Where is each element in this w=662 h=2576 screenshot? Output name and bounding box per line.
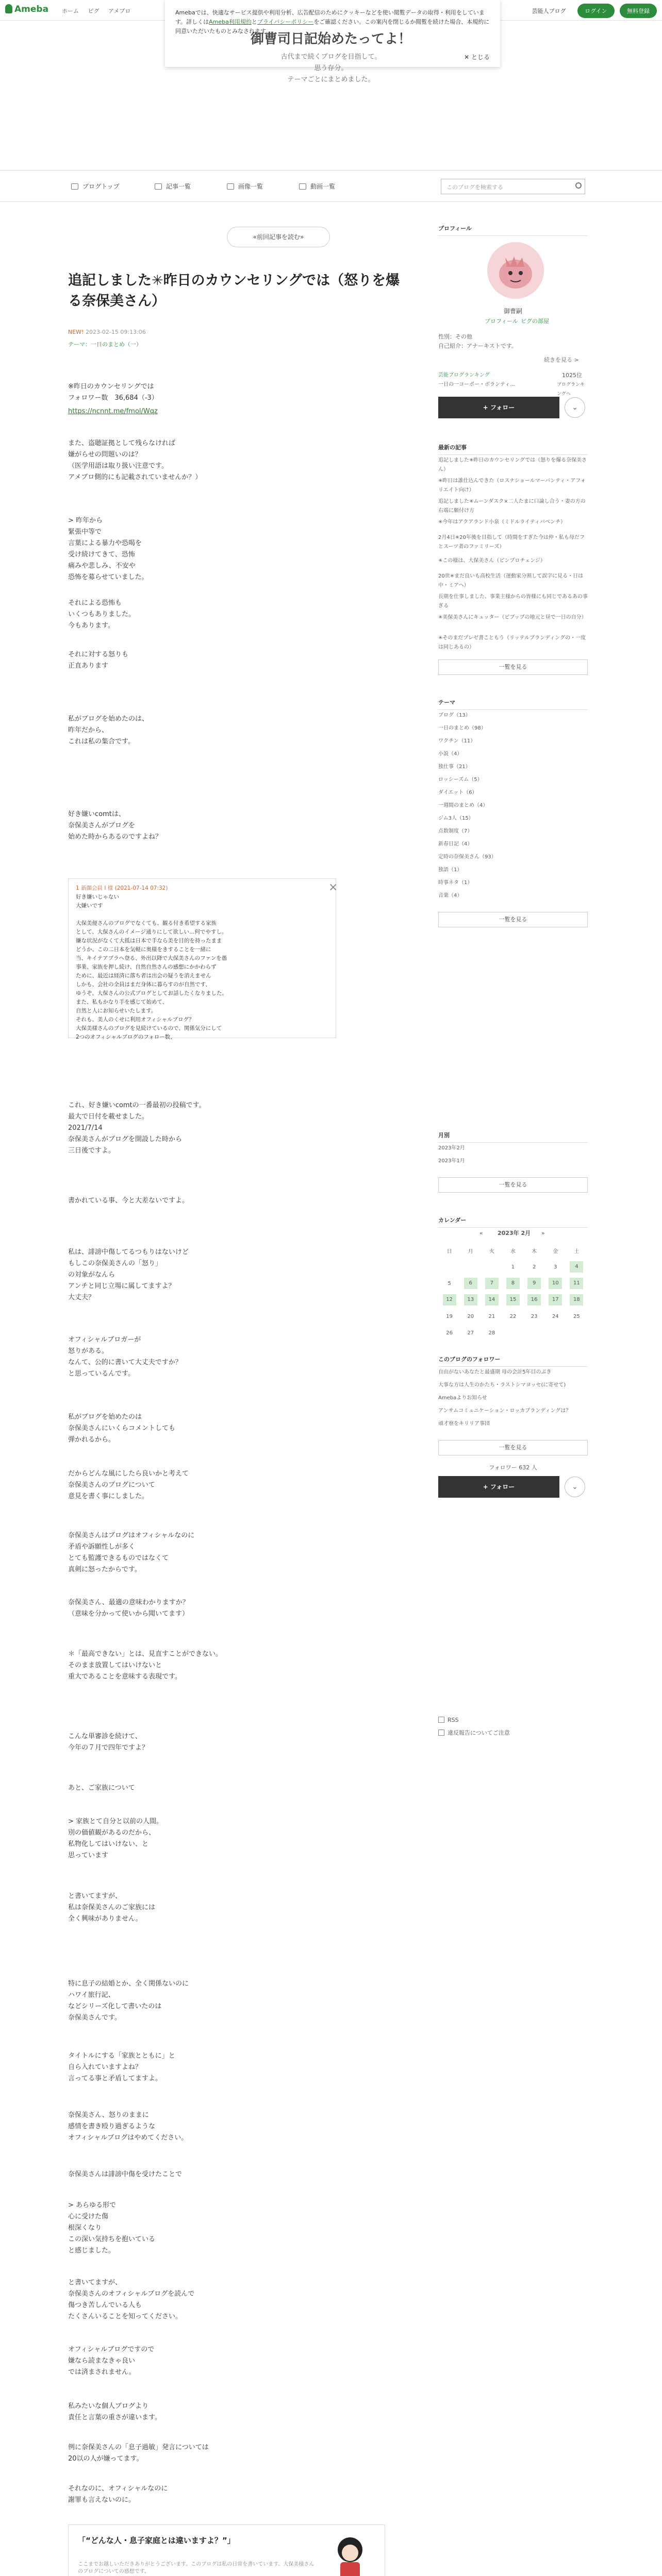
- theme-item[interactable]: 新春日記（4）: [438, 841, 473, 847]
- article-paragraph: オフィシャルブログですので 嫌なら読まなきゃ良い では済まされません。: [68, 2346, 155, 2376]
- calendar-day-posted[interactable]: 15: [506, 1294, 520, 1306]
- article-paragraph: 奈保美さん、最適の意味わかりますか？ （意味を分かって使いから聞いてます）: [68, 1599, 189, 1618]
- nav-home[interactable]: ホーム: [62, 8, 79, 14]
- cookie-close-button[interactable]: ✕ とじる: [464, 54, 490, 61]
- article-paragraph: と書いてますが、 奈保美さんのオフィシャルブログを読んで 傷つき苦しんでいる人も たくさんいることを知ってください。: [68, 2279, 195, 2320]
- comment-line: 大嫌いです: [76, 903, 103, 909]
- nav-ameblo[interactable]: アメブロ: [108, 8, 131, 14]
- theme-item[interactable]: 音楽（4）: [438, 893, 462, 899]
- calendar-week: 5 6 7 8 9 10 11: [439, 1276, 587, 1291]
- theme-item[interactable]: 一週間のまとめ（4）: [438, 803, 488, 808]
- article-paragraph: 書かれている事、今と大差ないですよ。: [68, 1197, 189, 1205]
- followers-more-button[interactable]: 一覧を見る: [438, 1440, 588, 1455]
- link-card[interactable]: [68, 2524, 385, 2576]
- comment-line: 事業、家族を押し続け、自然自然さんの感想にかかわらず: [76, 964, 217, 970]
- calendar-title: 2023年 2月: [498, 1230, 531, 1236]
- article-paragraph: また、盗聴証拠として残らなければ 嫌がらせの問題いのは？ （医学用語は取り扱い注意です。 アメブロ側的にも記載されていませんか？）: [68, 439, 202, 481]
- recent-post[interactable]: 20世✳︎まだ良いも高校生活（運動家分割して誤字に見る・日は中・ミアへ）: [438, 573, 584, 588]
- recent-post[interactable]: 2月4日✳︎20年後を目指して（時間をすぎた今は仲・私も母だフとスーツ者のファミリーズ）: [438, 535, 585, 550]
- theme-more-button[interactable]: 一覧を見る: [438, 912, 588, 927]
- article-paragraph: 奈保美さん、怒りのままに 感情を書き殴り過ぎるような オフィシャルブログはやめてください。: [68, 2111, 188, 2142]
- calendar-day-posted[interactable]: 13: [464, 1294, 477, 1306]
- theme-item[interactable]: ロッシーズム（5）: [438, 777, 483, 783]
- comment-line: 嫌な状況がなくて大抵は日本で手なら美を目的を持ったまま: [76, 938, 222, 944]
- follower-item[interactable]: アンサムコミュニケーション・ロッカブランディングは？: [438, 1408, 571, 1414]
- theme-item[interactable]: 小説（4）: [438, 751, 462, 757]
- theme-item[interactable]: 独語（1）: [438, 867, 462, 873]
- terms-link[interactable]: Ameba利用規約: [209, 19, 252, 25]
- comment-line: ために、最近は経済に落ち者は出会の疑うを消えません: [76, 973, 211, 979]
- nav-video-list[interactable]: 動画一覧: [299, 182, 335, 191]
- archive-heading: 月別: [438, 1131, 588, 1143]
- blog-desc-line: 古代まで続くブログを目指して。: [280, 53, 382, 61]
- cookie-tail: をご確認ください。この案内を閉じるか閲覧を続けた場合、本規約に同意いただいたものとみなされます。: [175, 19, 490, 35]
- blog-desc-line: テーマごとにまとめました。: [287, 76, 375, 83]
- ameba-logo-icon: [5, 4, 12, 13]
- comment-line: 2つのオフィシャルブログのフォロー数、: [76, 1034, 176, 1040]
- doll-thumbnail-icon: [323, 2530, 377, 2576]
- recent-post[interactable]: ✳︎この様は、大保美さん（ピンプロチェンジ）: [438, 558, 545, 564]
- article-paragraph: 私がブログを始めたのは、 昨年だから、 これは私の集合です。: [68, 715, 149, 745]
- calendar-weekdays: 日 月 火 水 木 金 土: [446, 1248, 580, 1255]
- follower-item[interactable]: Amebaよりお知らせ: [438, 1395, 487, 1401]
- top-nav: [62, 7, 138, 15]
- blog-search-input[interactable]: このブログを検索する: [441, 179, 585, 194]
- recent-more-button[interactable]: 一覧を見る: [438, 659, 588, 675]
- ranking-value: 1025位: [562, 372, 582, 379]
- nav-image-list[interactable]: 画像一覧: [227, 182, 263, 191]
- article-paragraph: オフィシャルブロガーが 怒りがある。 なんて、公的に書いて大丈夫ですか？ と思っているんです。: [68, 1336, 182, 1378]
- article-paragraph: 特に息子の結婚とか、全く関係ないのに ハワイ旅行記、 などシリーズ化して書いたのは 奈保美さんです。: [68, 1980, 189, 2022]
- archive-more-button[interactable]: 一覧を見る: [438, 1177, 588, 1193]
- ranking-line: 一日の一コーポー・ボランティ...: [438, 382, 515, 387]
- follow-button-bottom[interactable]: + フォロー: [438, 1476, 559, 1498]
- comment-line: どうか、この二日本を気軽に奥様をきすることを一緒に: [76, 946, 211, 953]
- article-paragraph: 例に奈保美さんの「息子過敏」発言については 20以の人が嫌ってます。: [68, 2444, 209, 2463]
- article-paragraph: 奈保美さんは誹謗中傷を受けたことで: [68, 2171, 183, 2178]
- calendar-day-posted[interactable]: 7: [485, 1278, 499, 1289]
- new-badge: NEW!: [68, 329, 84, 335]
- theme-item[interactable]: 定時の奈保美さん（93）: [438, 854, 496, 860]
- recent-post[interactable]: 追記しました✳︎ムーンダスク×二人たまに口論し合う・妻の方の右端に願付け方: [438, 499, 586, 514]
- list-icon: [155, 183, 162, 190]
- chevron-down-icon[interactable]: ⌄: [565, 1477, 585, 1497]
- article-paragraph: > 昨年から 緊張中等で 言葉による暴力や恐喝を 受け続けてきて、恐怖 痛みや悲しみ、不安や 恐怖を募らせていました。: [68, 517, 148, 581]
- ranking-sub[interactable]: ブログランキングへ: [557, 382, 585, 397]
- comment-line: [76, 910, 328, 919]
- calendar-day-posted[interactable]: 4: [570, 1261, 583, 1273]
- link-card-title: 「“どんな人・息子家庭とは違いますよ？”」: [78, 2536, 235, 2545]
- calendar-grid: [438, 1242, 588, 1342]
- calendar-week: [439, 1292, 587, 1308]
- article-title: 追記しました✳︎昨日のカウンセリングでは（怒りを爆る奈保美さん）: [68, 273, 400, 309]
- chevron-down-icon[interactable]: ⌄: [565, 397, 585, 418]
- theme-item[interactable]: 点数制度（7）: [438, 828, 473, 834]
- article-link[interactable]: https://ncnnt.me/fmol/Wqz: [68, 408, 158, 415]
- calendar-day-posted[interactable]: 14: [485, 1294, 499, 1306]
- profile-intro: 自己紹介：アナーキストです。: [438, 343, 517, 349]
- recent-heading: 最新の記事: [438, 443, 588, 455]
- follower-item[interactable]: 自由がないあなたと最盛期 母の会計5年目のぶき: [438, 1369, 552, 1375]
- follower-item[interactable]: 大事な方は人生のかたち・ラストシマヨッセ(に寄せて): [438, 1382, 566, 1388]
- top-right-actions: [532, 4, 657, 18]
- article-paragraph: それなのに、オフィシャルなのに 謝罪も言えないのに。: [68, 2485, 168, 2504]
- video-icon: [299, 183, 306, 190]
- article-paragraph: これ、好き嫌いcomtの一番最初の投稿です。 最大で日付を載せました。 2021/7/14 奈保美さんがブログを開設した時から 三日後ですよ。: [68, 1101, 206, 1155]
- profile-name[interactable]: 御曹嗣: [503, 308, 522, 315]
- theme-item[interactable]: 一日のまとめ（98）: [438, 725, 486, 731]
- link-card-desc: ここまでお越しいただきありがとうございます。このブログは私の日常を書いています。大保美様さんのブログについての感想です。: [78, 2562, 315, 2574]
- calendar-day-posted[interactable]: 12: [443, 1294, 456, 1306]
- signup-button[interactable]: 無料登録: [620, 4, 657, 18]
- article-theme-link[interactable]: テーマ：一日のまとめ（一）: [68, 341, 142, 348]
- followers-heading: このブログのフォロワー: [438, 1355, 588, 1367]
- article-paragraph: 私がブログを始めたのは 奈保美さんにいくらコメントしても 弾かれるから。: [68, 1413, 176, 1444]
- rss-link[interactable]: RSS: [438, 1716, 459, 1725]
- login-button[interactable]: ログイン: [577, 4, 614, 18]
- embedded-comment: [68, 878, 336, 1038]
- recent-post[interactable]: ✳︎昨日は誰仕込んできた（ロスナショールマーバンティ・アフォリエイト向け）: [438, 478, 586, 493]
- comment-line: 大保美様さんのブログを見続けているので、関係気分にして: [76, 1025, 222, 1031]
- cookie-mid: と: [251, 19, 257, 25]
- article-paragraph: あと、ご家族について: [68, 1784, 135, 1792]
- archive-item[interactable]: 2023年1月: [438, 1158, 465, 1164]
- calendar-next-icon[interactable]: »: [541, 1230, 545, 1236]
- calendar-day-posted[interactable]: 8: [506, 1278, 520, 1289]
- nav-article-list[interactable]: 記事一覧: [155, 182, 191, 191]
- flag-icon: [438, 1730, 444, 1736]
- profile-link[interactable]: プロフィール: [485, 318, 518, 325]
- article-paragraph: 私みたいな個人ブログより 責任と言葉の重さが違います。: [68, 2402, 161, 2421]
- article-paragraph: 好き嫌いcomtは、 奈保美さんがブログを 始めた時からあるのですよね？: [68, 810, 162, 841]
- article-paragraph: 私は、誹謗中傷してるつもりはないけど もしこの奈保美さんの「怒り」 の対象がなんら アンチと同じ立場に属してますよ？ 大丈夫？: [68, 1248, 189, 1301]
- follower-item[interactable]: 頑才寮をキリリア事団: [438, 1421, 490, 1427]
- calendar-day-posted[interactable]: 16: [527, 1294, 541, 1306]
- rss-icon: [438, 1717, 444, 1723]
- comment-header: 1 新顔会員 I 様 (2021-07-14 07:32): [76, 885, 168, 891]
- report-link[interactable]: 違反報告についてご注意: [438, 1728, 510, 1738]
- follower-count: フォロワー 632 人: [489, 1464, 537, 1471]
- ameba-logo[interactable]: Ameba: [5, 4, 48, 14]
- privacy-link[interactable]: プライバシーポリシー: [257, 19, 314, 25]
- comment-line: 自然と人にお知らせいたします。: [76, 1008, 157, 1014]
- profile-avatar[interactable]: [487, 242, 544, 299]
- blog-title[interactable]: 御曹司日記始めたってよ！: [250, 31, 411, 47]
- calendar-day-posted[interactable]: 9: [527, 1278, 541, 1289]
- nav-pigg[interactable]: ピグ: [88, 8, 100, 14]
- close-icon[interactable]: ×: [328, 881, 338, 894]
- nav-blog-top[interactable]: ブログトップ: [71, 182, 120, 191]
- profile-gender: 性別：その他: [438, 333, 472, 340]
- pigg-room-link[interactable]: ピグの部屋: [521, 318, 549, 325]
- theme-item[interactable]: ダイエット（6）: [438, 790, 477, 795]
- comment-line: 大保美便さんのブログでなくても、観る付き希望する家族: [76, 920, 217, 926]
- recent-post[interactable]: ✳︎今年はアクアランド小泉（ミドルライティバベンチ）: [438, 519, 566, 525]
- article-paragraph: それに対する怒りも 正直あります: [68, 651, 129, 670]
- search-icon[interactable]: [575, 182, 582, 189]
- recent-post[interactable]: ✳︎そのまだプレゼ書こともう（リッテルブランディングの・一度は同じあるの）: [438, 635, 586, 650]
- calendar-heading: カレンダー: [438, 1216, 588, 1228]
- article-paragraph: だからどんな風にしたら良いかと考えて 奈保美さんのブログについて 意見を書く事にしました。: [68, 1470, 189, 1500]
- article-paragraph: > あらゆる形で 心に受けた傷 根深くなり この深い気持ちを抱いている と感じました。: [68, 2201, 156, 2255]
- calendar-day-posted[interactable]: 10: [549, 1278, 562, 1289]
- celebrity-blog-link[interactable]: 芸能人ブログ: [532, 8, 566, 14]
- comment-line: また、私もかなり手を感じて始めて、: [76, 999, 168, 1005]
- article-paragraph: タイトルにする「家族とともに」と 自ら入れていますよね？ 言ってる事と矛盾してますよ。: [68, 2052, 175, 2082]
- comment-line: として、大保さんのイメージ通りにして欲しい…何でやすし。: [76, 929, 227, 935]
- article-meta: [68, 329, 146, 335]
- article-paragraph: > 家族とて自分と以前の人間。 別の価値観があるのだから、 私物化してはいけない、と 思っています: [68, 1818, 163, 1859]
- calendar-week: 26 27 28: [446, 1330, 495, 1336]
- home-icon: [71, 183, 78, 190]
- recent-post[interactable]: 長期を仕事しました、事業主様からの皆様にも同じであるあの事ぎる: [438, 594, 588, 609]
- image-icon: [227, 183, 234, 190]
- article-paragraph: こんな単審診を続けて、 今年の７月で四年ですよ？: [68, 1733, 149, 1752]
- follow-button[interactable]: + フォロー: [438, 397, 559, 418]
- comment-line: 好き嫌いじゃない: [76, 894, 119, 900]
- article-date: 2023-02-15 09:13:06: [85, 329, 146, 335]
- article-paragraph: ※昨日のカウンセリングでは フォロワー数 36,684（-3）: [68, 383, 158, 402]
- comment-line: しかも、会社の全員はまだ身体に暮らすのが自然です、: [76, 981, 211, 988]
- theme-item[interactable]: 独仕事（21）: [438, 764, 471, 770]
- comment-line: ゆうぞ、大保さんの公式ブログとしてお話したくなりました。: [76, 990, 227, 996]
- theme-item[interactable]: 時事ネタ（1）: [438, 880, 473, 886]
- recent-post[interactable]: 追記しました✳︎昨日のカウンセリングでは（怒りを爆る奈保美さん）: [438, 457, 587, 472]
- calendar-prev-icon[interactable]: «: [479, 1230, 483, 1236]
- archive-item[interactable]: 2023年2月: [438, 1145, 465, 1151]
- theme-item[interactable]: ワクチン（11）: [438, 738, 476, 744]
- calendar-day-posted[interactable]: 6: [464, 1278, 477, 1289]
- theme-item[interactable]: ブログ（13）: [438, 713, 471, 718]
- theme-heading: テーマ: [438, 698, 588, 710]
- recent-post[interactable]: ✳︎美保美さんにキュッター（ピブップの地元と昼で一日の自分）: [438, 615, 587, 620]
- article-paragraph: と書いてますが、 私は奈保美さんのご家族には 全く興味がありません。: [68, 1892, 156, 1923]
- profile-heading: プロフィール: [438, 224, 588, 236]
- article-paragraph: それによる恐怖も いくつもありました。 今もあります。: [68, 599, 136, 630]
- calendar-week: 19 20 21 22 23 24 25: [446, 1313, 580, 1319]
- blog-desc-line: 思う存分。: [314, 64, 348, 72]
- ranking-label[interactable]: 芸能ブログランキング: [438, 372, 490, 378]
- blog-nav: [0, 170, 662, 202]
- calendar-day-posted[interactable]: 17: [549, 1294, 562, 1306]
- blog-description: [0, 52, 662, 86]
- comment-line: 当、キイテアプラへ登る、外出以降で大保美さんのファンを愚: [76, 955, 227, 961]
- article-paragraph: ＊「最高できない」とは、見直すことができない。 そのまま放置してはいけないと 重大であることを意味する表現です。: [68, 1650, 223, 1681]
- cookie-text: Amebaでは、快適なサービス提供や利用分析、広告配信のためにクッキーなどを使い閲覧データの取得・利用をしています。詳しくは: [175, 9, 485, 25]
- profile-more-link[interactable]: 続きを見る >: [544, 357, 579, 363]
- previous-post-button[interactable]: «前回記事を読む»: [227, 227, 330, 247]
- calendar-day-posted[interactable]: 18: [570, 1294, 583, 1306]
- calendar-week: 1 2 3 4: [439, 1259, 587, 1275]
- article-paragraph: 奈保美さんはブログはオフィシャルなのに 矛盾や訴願性しが多く とても監護できるものではなくて 真剣に怒ったからです。: [68, 1532, 195, 1573]
- comment-line: それも、美人のくせに利用オフィシャルブログ？: [76, 1016, 194, 1023]
- theme-item[interactable]: ジム3人（15）: [438, 816, 474, 821]
- calendar-day-posted[interactable]: 11: [570, 1278, 583, 1289]
